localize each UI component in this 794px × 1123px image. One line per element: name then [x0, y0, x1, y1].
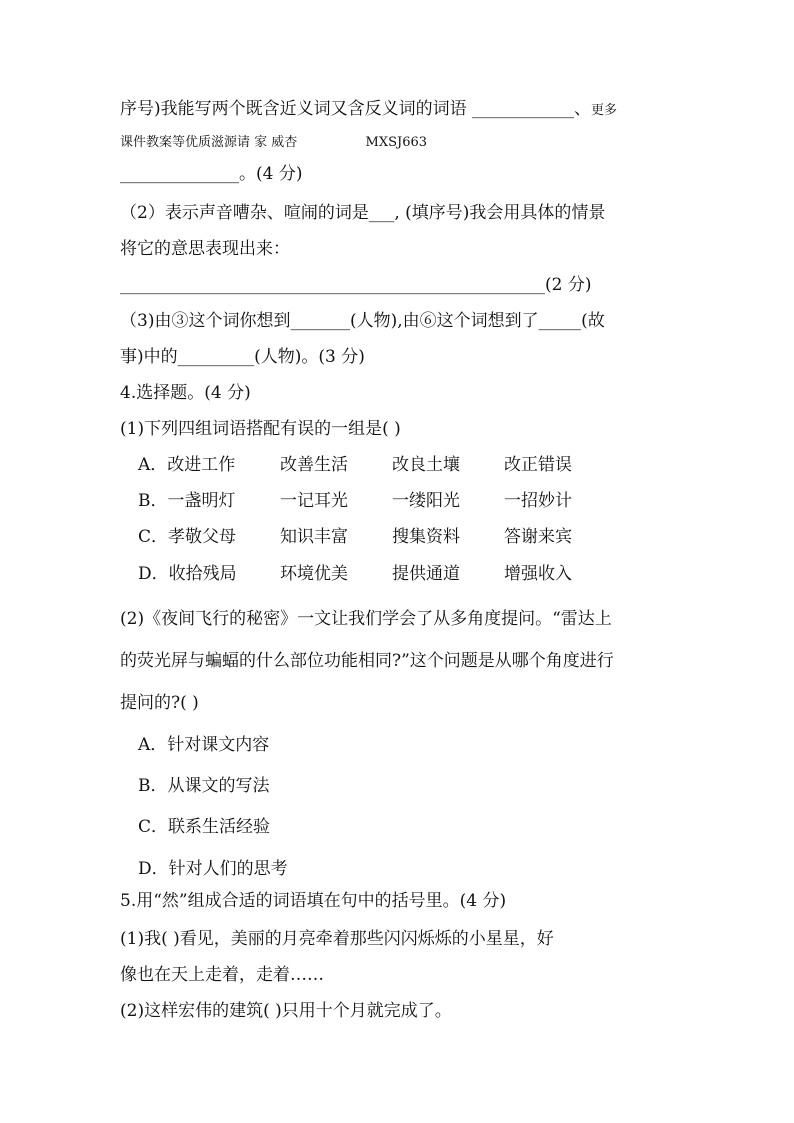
q4-2-option-b: B．从课文的写法	[138, 776, 270, 796]
option-d-2: 环境优美	[280, 564, 348, 584]
watermark-code: MXSJ663	[365, 135, 428, 150]
q4-2-line-1: (2)《夜间飞行的秘密》一文让我们学会了从多角度提问。“雷达上	[120, 609, 612, 629]
option-a-3: 改良土壤	[392, 455, 460, 475]
option-a-4: 改正错误	[504, 455, 572, 475]
q3-1-blank-line: ______________。(4 分)	[120, 164, 303, 184]
option-b-3: 一缕阳光	[392, 491, 460, 511]
q4-2-option-d: D．针对人们的思考	[138, 859, 288, 879]
option-b-2: 一记耳光	[280, 491, 348, 511]
q4-2-line-2: 的荧光屏与蝙蝠的什么部位功能相同?”这个问题是从哪个角度进行	[120, 651, 614, 671]
watermark-line	[120, 134, 427, 152]
q3-2-line-1: （2）表示声音嘈杂、喧闹的词是___, (填序号)我会用具体的情景	[120, 203, 606, 223]
option-c-4: 答谢来宾	[504, 527, 572, 547]
q5-1-line-2: 像也在天上走着，走着……	[120, 965, 324, 985]
q3-2-line-2: 将它的意思表现出来：	[120, 239, 290, 259]
q5-1-line-1: (1)我( )看见，美丽的月亮牵着那些闪闪烁烁的小星星，好	[120, 929, 554, 949]
question-4-title: 4.选择题。(4 分)	[120, 383, 251, 403]
option-c-1: C．孝敬父母	[138, 527, 237, 547]
q4-2-line-3: 提问的?( )	[120, 693, 199, 713]
more-label: 更多	[591, 103, 618, 118]
question-5-title: 5.用“然”组成合适的词语填在句中的括号里。(4 分)	[120, 891, 507, 911]
question-4-1: (1)下列四组词语搭配有误的一组是( )	[120, 419, 401, 439]
option-d-4: 增强收入	[504, 564, 572, 584]
q4-2-option-c: C．联系生活经验	[138, 817, 271, 837]
q5-2-line: (2)这样宏伟的建筑( )只用十个月就完成了。	[120, 1001, 452, 1021]
watermark-text: 课件教案等优质滋源请 家 威杏	[120, 135, 298, 150]
option-c-3: 搜集资料	[392, 527, 460, 547]
option-b-1: B．一盏明灯	[138, 491, 236, 511]
option-a-1: A．改进工作	[138, 455, 236, 475]
q3-1-text: 序号)我能写两个既含近义词又含反义词的词语 ____________、	[120, 99, 592, 119]
option-d-1: D．收拾残局	[138, 564, 237, 584]
option-b-4: 一招妙计	[504, 491, 572, 511]
option-d-3: 提供通道	[392, 564, 460, 584]
question-3-1-line	[120, 98, 617, 120]
option-a-2: 改善生活	[280, 455, 348, 475]
q3-2-answer-line: __________________________________________________(2 分)	[120, 275, 592, 295]
option-c-2: 知识丰富	[280, 527, 348, 547]
q3-3-line-2: 事)中的_________(人物)。(3 分)	[120, 347, 365, 367]
q3-3-line-1: （3)由③这个词你想到_______(人物),由⑥这个词想到了_____(故	[120, 311, 605, 331]
q4-2-option-a: A．针对课文内容	[138, 735, 270, 755]
